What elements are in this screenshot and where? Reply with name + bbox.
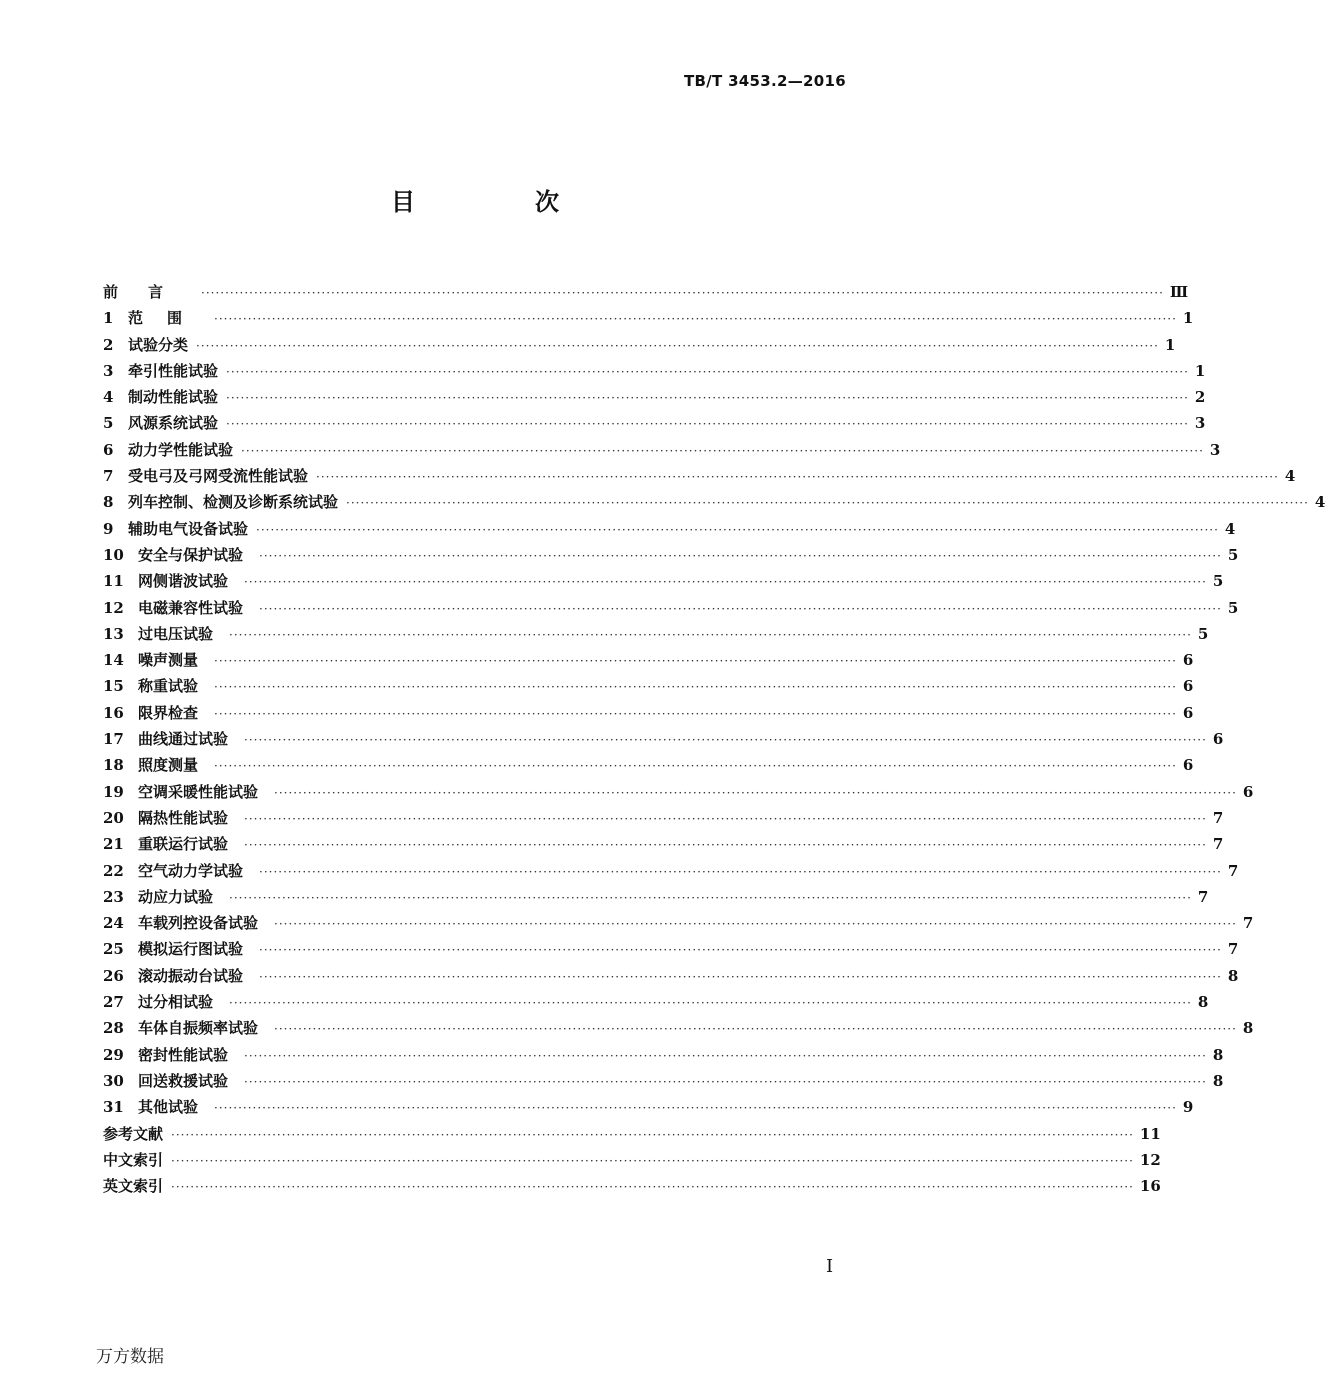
toc-entry-number: 4 <box>103 388 114 407</box>
toc-entry-page: 7 <box>1227 940 1239 959</box>
toc-entry-label: 电磁兼容性试验 <box>138 598 244 617</box>
toc-entry-label: 车体自振频率试验 <box>138 1019 259 1038</box>
toc-entry[interactable] <box>103 1147 1161 1173</box>
toc-entry-page: 16 <box>1139 1177 1161 1196</box>
toc-entry-number: 21 <box>103 835 124 854</box>
toc-entry-page: 6 <box>1182 703 1194 722</box>
toc-entry-page: 1 <box>1164 335 1176 354</box>
toc-entry[interactable] <box>103 437 1221 463</box>
toc-leader-dots: ········································································································································································································ <box>259 601 1222 616</box>
toc-entry-label: 前言 <box>103 283 194 301</box>
toc-entry-page: 6 <box>1182 651 1194 670</box>
toc-entry-page: 6 <box>1182 756 1194 775</box>
toc-entry-page: 5 <box>1197 624 1209 643</box>
toc-entry-number: 14 <box>103 651 124 670</box>
toc-leader-dots: ········································································································································································································ <box>226 364 1189 379</box>
toc-entry[interactable] <box>103 595 1239 621</box>
toc-leader-dots: ········································································································································································································ <box>229 890 1192 905</box>
toc-entry-number: 13 <box>103 624 124 643</box>
toc-entry[interactable] <box>103 752 1194 778</box>
toc-entry[interactable] <box>103 936 1239 962</box>
toc-entry-page: 6 <box>1182 677 1194 696</box>
toc-leader-dots: ········································································································································································································ <box>244 733 1207 748</box>
toc-leader-dots: ········································································································································································································ <box>244 811 1207 826</box>
toc-entry[interactable] <box>103 542 1239 568</box>
toc-entry-page: 7 <box>1212 808 1224 827</box>
toc-entry-number: 23 <box>103 887 124 906</box>
toc-entry[interactable] <box>103 1068 1224 1094</box>
toc-leader-dots: ········································································································································································································ <box>201 286 1164 300</box>
toc-entry-number: 18 <box>103 756 124 775</box>
toc-entry-label: 动力学性能试验 <box>128 440 234 459</box>
toc-leader-dots: ········································································································································································································ <box>259 548 1222 563</box>
toc-leader-dots: ········································································································································································································ <box>171 1153 1134 1168</box>
toc-entry-label: 密封性能试验 <box>138 1045 229 1064</box>
toc-entry[interactable] <box>103 568 1224 594</box>
toc-entry-label: 空调采暖性能试验 <box>138 782 259 801</box>
toc-entry-page: 8 <box>1212 1071 1224 1090</box>
toc-leader-dots: ········································································································································································································ <box>226 391 1189 406</box>
toc-entry[interactable] <box>103 1042 1224 1068</box>
toc-entry-page: 11 <box>1139 1124 1161 1143</box>
toc-entry-label: 空气动力学试验 <box>138 861 244 880</box>
toc-leader-dots: ········································································································································································································ <box>256 522 1219 537</box>
toc-entry-number: 10 <box>103 545 124 564</box>
toc-entry-page: 7 <box>1212 835 1224 854</box>
standard-code: TB/T 3453.2—2016 <box>683 72 846 90</box>
toc-entry-number: 2 <box>103 335 114 354</box>
toc-entry-page: 2 <box>1194 388 1206 407</box>
toc-leader-dots: ········································································································································································································ <box>274 785 1237 800</box>
toc-entry-page: 1 <box>1182 309 1194 328</box>
toc-entry[interactable] <box>103 410 1206 436</box>
toc-entry[interactable] <box>103 805 1224 831</box>
toc-entry-page: 4 <box>1224 519 1236 538</box>
toc-entry-number: 16 <box>103 703 124 722</box>
toc-entry[interactable] <box>103 831 1224 857</box>
toc-entry-label: 过分相试验 <box>138 993 214 1012</box>
toc-entry-page: 9 <box>1182 1098 1194 1117</box>
toc-entry[interactable] <box>103 1121 1161 1147</box>
toc-entry-label: 制动性能试验 <box>128 388 219 407</box>
toc-entry[interactable] <box>103 516 1236 542</box>
toc-entry-page: 7 <box>1197 887 1209 906</box>
toc-leader-dots: ········································································································································································································ <box>274 917 1237 932</box>
page-title: 目 次 <box>391 188 607 216</box>
toc-entry-label: 试验分类 <box>128 335 189 354</box>
toc-entry[interactable] <box>103 884 1209 910</box>
toc-entry-page: 5 <box>1227 598 1239 617</box>
toc-entry-number: 20 <box>103 808 124 827</box>
toc-entry-page: 4 <box>1284 467 1296 486</box>
toc-entry[interactable] <box>103 358 1206 384</box>
toc-entry-label: 安全与保护试验 <box>138 545 244 564</box>
toc-entry-number: 7 <box>103 467 114 486</box>
toc-entry-number: 17 <box>103 730 124 749</box>
toc-entry-label: 其他试验 <box>138 1098 199 1117</box>
toc-entry[interactable] <box>103 305 1194 331</box>
toc-leader-dots: ········································································································································································································ <box>274 1022 1237 1037</box>
toc-entry-number: 15 <box>103 677 124 696</box>
toc-leader-dots: ········································································································································································································ <box>244 1074 1207 1089</box>
toc-leader-dots: ········································································································································································································ <box>214 1101 1177 1116</box>
toc-entry-number: 22 <box>103 861 124 880</box>
toc-entry-page: 4 <box>1314 493 1325 512</box>
toc-leader-dots: ········································································································································································································ <box>259 864 1222 879</box>
toc-leader-dots: ········································································································································································································ <box>214 654 1177 669</box>
toc-entry[interactable] <box>103 1015 1254 1041</box>
toc-entry-label: 照度测量 <box>138 756 199 775</box>
toc-entry-number: 6 <box>103 440 114 459</box>
toc-entry-label: 车载列控设备试验 <box>138 914 259 933</box>
toc-entry-label: 列车控制、检测及诊断系统试验 <box>128 493 339 512</box>
toc-entry[interactable] <box>103 621 1209 647</box>
toc-leader-dots: ········································································································································································································ <box>214 759 1177 774</box>
toc-entry-number: 9 <box>103 519 114 538</box>
toc-entry-label: 中文索引 <box>103 1150 164 1169</box>
toc-leader-dots: ········································································································································································································ <box>171 1127 1134 1142</box>
toc-entry-label: 英文索引 <box>103 1177 164 1196</box>
toc-entry-number: 19 <box>103 782 124 801</box>
toc-leader-dots: ········································································································································································································ <box>229 996 1192 1011</box>
toc-entry-page: 7 <box>1242 914 1254 933</box>
toc-entry[interactable] <box>103 963 1239 989</box>
toc-entry-label: 网侧谐波试验 <box>138 572 229 591</box>
toc-entry-label: 受电弓及弓网受流性能试验 <box>128 467 309 486</box>
toc-entry-number: 31 <box>103 1098 124 1117</box>
toc-entry-label: 噪声测量 <box>138 651 199 670</box>
toc-entry-label: 重联运行试验 <box>138 835 229 854</box>
toc-entry-number: 25 <box>103 940 124 959</box>
toc-entry-number: 3 <box>103 361 114 380</box>
table-of-contents <box>103 279 1325 1199</box>
toc-leader-dots: ········································································································································································································ <box>244 575 1207 590</box>
toc-entry-number: 24 <box>103 914 124 933</box>
toc-leader-dots: ········································································································································································································ <box>241 443 1204 458</box>
toc-entry-number: 29 <box>103 1045 124 1064</box>
toc-entry-label: 隔热性能试验 <box>138 808 229 827</box>
toc-entry-label: 动应力试验 <box>138 887 214 906</box>
toc-leader-dots: ········································································································································································································ <box>226 417 1189 432</box>
toc-leader-dots: ········································································································································································································ <box>171 1180 1134 1195</box>
toc-entry-number: 5 <box>103 414 114 433</box>
toc-leader-dots: ········································································································································································································ <box>244 838 1207 853</box>
toc-entry-label: 限界检查 <box>138 703 199 722</box>
toc-entry-number: 30 <box>103 1071 124 1090</box>
toc-entry-page: 12 <box>1139 1150 1161 1169</box>
toc-leader-dots: ········································································································································································································ <box>214 312 1177 327</box>
toc-entry-label: 参考文献 <box>103 1124 164 1143</box>
toc-leader-dots: ········································································································································································································ <box>346 496 1309 511</box>
watermark-text: 万方数据 <box>96 1347 164 1367</box>
toc-entry-number: 26 <box>103 966 124 985</box>
toc-entry-page: 8 <box>1212 1045 1224 1064</box>
toc-entry[interactable] <box>103 1094 1194 1120</box>
toc-entry-label: 模拟运行图试验 <box>138 940 244 959</box>
toc-entry-label: 辅助电气设备试验 <box>128 519 249 538</box>
toc-leader-dots: ········································································································································································································ <box>244 1048 1207 1063</box>
toc-entry-label: 曲线通过试验 <box>138 730 229 749</box>
toc-entry[interactable] <box>103 779 1254 805</box>
toc-entry[interactable] <box>103 463 1296 489</box>
toc-entry-label: 牵引性能试验 <box>128 361 219 380</box>
toc-entry-label: 范围 <box>128 309 207 328</box>
toc-entry-label: 滚动振动台试验 <box>138 966 244 985</box>
toc-entry[interactable] <box>103 989 1209 1015</box>
toc-entry[interactable] <box>103 700 1194 726</box>
toc-leader-dots: ········································································································································································································ <box>214 706 1177 721</box>
toc-entry[interactable] <box>103 858 1239 884</box>
toc-entry-page: 3 <box>1209 440 1221 459</box>
toc-entry[interactable] <box>103 384 1206 410</box>
toc-entry-number: 11 <box>103 572 124 591</box>
toc-entry-page: 6 <box>1242 782 1254 801</box>
toc-entry[interactable] <box>103 673 1194 699</box>
toc-entry-page: 5 <box>1227 545 1239 564</box>
toc-entry[interactable] <box>103 279 1189 305</box>
toc-entry[interactable] <box>103 726 1224 752</box>
toc-entry[interactable] <box>103 647 1194 673</box>
toc-entry-page: 8 <box>1197 993 1209 1012</box>
toc-entry-page: 8 <box>1227 966 1239 985</box>
toc-entry-label: 称重试验 <box>138 677 199 696</box>
toc-entry-label: 过电压试验 <box>138 624 214 643</box>
toc-leader-dots: ········································································································································································································ <box>259 943 1222 958</box>
toc-entry-page: 8 <box>1242 1019 1254 1038</box>
toc-entry-number: 27 <box>103 993 124 1012</box>
toc-entry[interactable] <box>103 332 1176 358</box>
toc-entry-number: 1 <box>103 309 114 328</box>
page-number: Ⅰ <box>826 1256 834 1277</box>
toc-entry-page: 3 <box>1194 414 1206 433</box>
toc-leader-dots: ········································································································································································································ <box>196 338 1159 353</box>
toc-leader-dots: ········································································································································································································ <box>214 680 1177 695</box>
toc-leader-dots: ········································································································································································································ <box>316 470 1279 485</box>
toc-leader-dots: ········································································································································································································ <box>259 969 1222 984</box>
toc-entry-page: 5 <box>1212 572 1224 591</box>
toc-entry-page: 6 <box>1212 730 1224 749</box>
toc-entry[interactable] <box>103 910 1254 936</box>
toc-entry-page: 7 <box>1227 861 1239 880</box>
toc-entry-page: 1 <box>1194 361 1206 380</box>
toc-entry[interactable] <box>103 1173 1161 1199</box>
toc-entry-number: 12 <box>103 598 124 617</box>
toc-entry[interactable] <box>103 489 1325 515</box>
toc-entry-label: 回送救援试验 <box>138 1071 229 1090</box>
toc-entry-number: 8 <box>103 493 114 512</box>
toc-leader-dots: ········································································································································································································ <box>229 627 1192 642</box>
toc-entry-page: Ⅲ <box>1169 283 1189 301</box>
toc-entry-number: 28 <box>103 1019 124 1038</box>
toc-entry-label: 风源系统试验 <box>128 414 219 433</box>
